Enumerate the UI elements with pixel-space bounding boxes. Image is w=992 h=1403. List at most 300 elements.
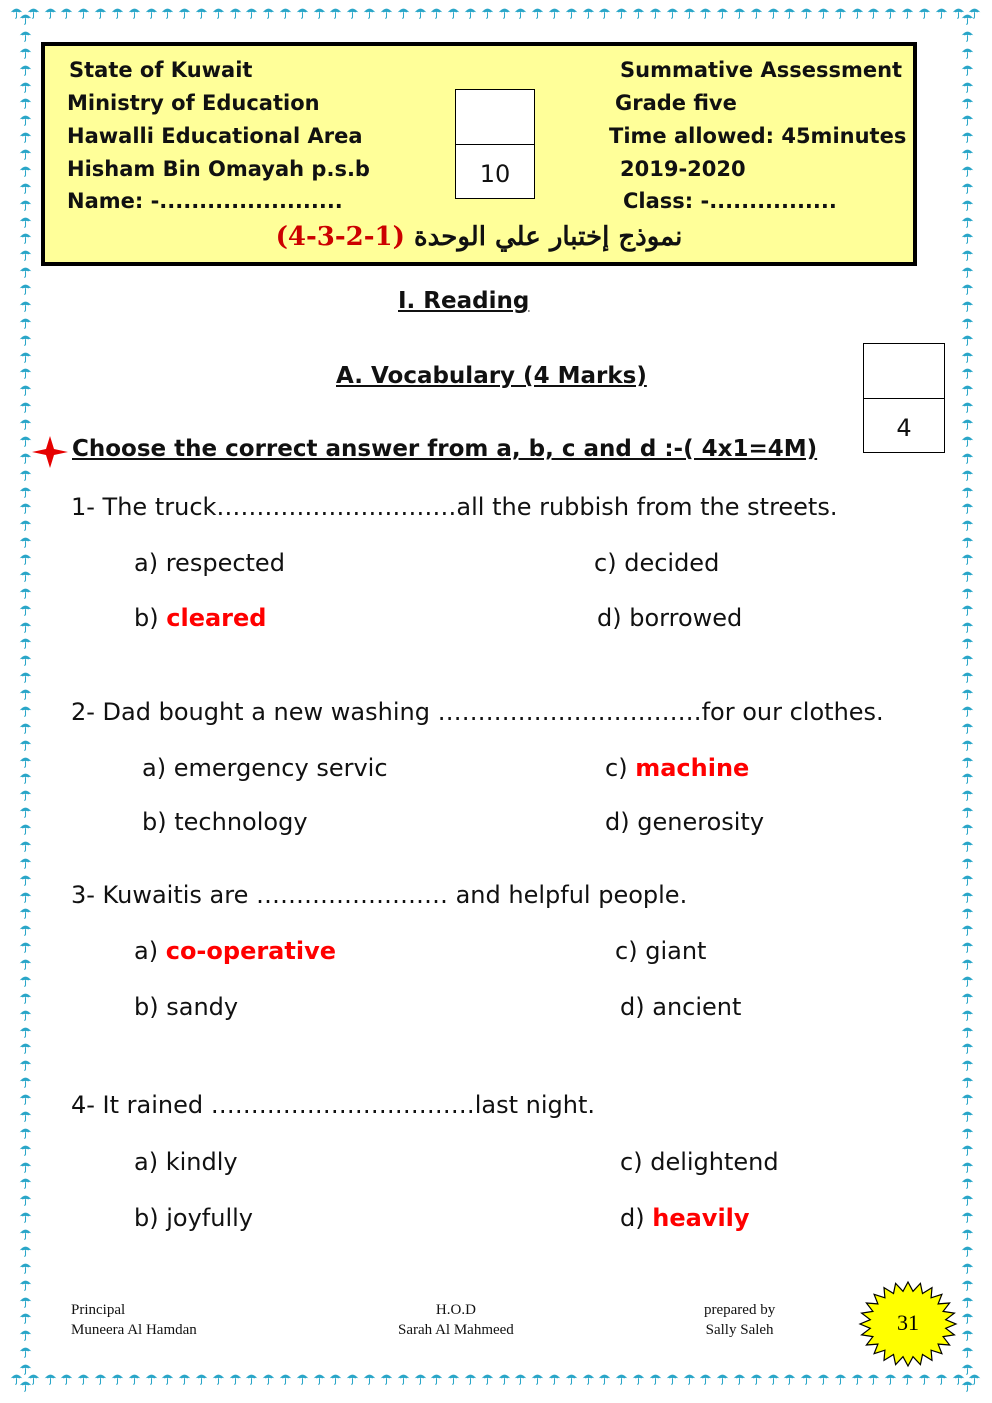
umbrella-icon: [161, 1372, 174, 1385]
exam-header: [41, 42, 917, 266]
umbrella-icon: [961, 1041, 974, 1054]
umbrella-icon: [961, 366, 974, 379]
umbrella-icon: [229, 6, 242, 19]
q2-option-b[interactable]: b) technology: [142, 808, 308, 836]
umbrella-icon: [19, 1109, 32, 1122]
umbrella-icon: [683, 6, 696, 19]
section-marks-box: [863, 343, 945, 453]
umbrella-icon: [19, 586, 32, 599]
umbrella-icon: [19, 1193, 32, 1206]
area-label: Hawalli Educational Area: [67, 124, 363, 148]
decorative-border-bottom: [10, 1372, 982, 1398]
umbrella-icon: [961, 316, 974, 329]
umbrella-icon: [94, 1372, 107, 1385]
umbrella-icon: [531, 6, 544, 19]
umbrella-icon: [464, 1372, 477, 1385]
umbrella-icon: [961, 957, 974, 970]
umbrella-icon: [19, 755, 32, 768]
umbrella-icon: [961, 805, 974, 818]
umbrella-icon: [19, 316, 32, 329]
umbrella-icon: [961, 113, 974, 126]
umbrella-icon: [699, 1372, 712, 1385]
umbrella-icon: [19, 636, 32, 649]
q3-option-c[interactable]: c) giant: [615, 937, 707, 965]
umbrella-icon: [961, 164, 974, 177]
umbrella-icon: [313, 1372, 326, 1385]
umbrella-icon: [19, 1160, 32, 1173]
umbrella-icon: [961, 1345, 974, 1358]
umbrella-icon: [19, 1261, 32, 1274]
umbrella-icon: [961, 518, 974, 531]
umbrella-icon: [296, 1372, 309, 1385]
umbrella-icon: [884, 1372, 897, 1385]
umbrella-icon: [19, 788, 32, 801]
umbrella-icon: [961, 822, 974, 835]
umbrella-icon: [19, 535, 32, 548]
umbrella-icon: [19, 940, 32, 953]
umbrella-icon: [245, 6, 258, 19]
umbrella-icon: [195, 1372, 208, 1385]
umbrella-icon: [19, 501, 32, 514]
umbrella-icon: [961, 333, 974, 346]
hod-label: H.O.D: [435, 1302, 476, 1318]
q3-option-d[interactable]: d) ancient: [620, 993, 742, 1021]
umbrella-icon: [19, 400, 32, 413]
umbrella-icon: [961, 1176, 974, 1189]
question-1-text: 1- The truck…………………………all the rubbish from the streets.: [71, 493, 838, 521]
umbrella-icon: [548, 6, 561, 19]
ministry-label: Ministry of Education: [67, 91, 320, 115]
umbrella-icon: [19, 1126, 32, 1139]
umbrella-icon: [632, 6, 645, 19]
umbrella-icon: [498, 6, 511, 19]
umbrella-icon: [918, 6, 931, 19]
umbrella-icon: [961, 350, 974, 363]
umbrella-icon: [961, 231, 974, 244]
umbrella-icon: [961, 991, 974, 1004]
umbrella-icon: [19, 569, 32, 582]
umbrella-icon: [750, 6, 763, 19]
umbrella-icon: [817, 1372, 830, 1385]
umbrella-icon: [666, 1372, 679, 1385]
umbrella-icon: [961, 46, 974, 59]
umbrella-icon: [961, 400, 974, 413]
umbrella-icon: [19, 991, 32, 1004]
umbrella-icon: [666, 6, 679, 19]
umbrella-icon: [19, 1379, 32, 1392]
umbrella-icon: [128, 1372, 141, 1385]
umbrella-icon: [414, 1372, 427, 1385]
student-name-field: Name: -.......................: [67, 189, 343, 213]
umbrella-icon: [19, 1311, 32, 1324]
umbrella-icon: [19, 721, 32, 734]
umbrella-icon: [716, 1372, 729, 1385]
umbrella-icon: [632, 1372, 645, 1385]
umbrella-icon: [430, 1372, 443, 1385]
umbrella-icon: [19, 231, 32, 244]
reading-section-title: I. Reading: [398, 288, 530, 314]
umbrella-icon: [19, 215, 32, 228]
umbrella-icon: [884, 6, 897, 19]
umbrella-icon: [19, 1075, 32, 1088]
umbrella-icon: [961, 265, 974, 278]
umbrella-icon: [19, 771, 32, 784]
umbrella-icon: [19, 265, 32, 278]
umbrella-icon: [961, 1261, 974, 1274]
umbrella-icon: [767, 6, 780, 19]
umbrella-icon: [598, 1372, 611, 1385]
umbrella-icon: [961, 282, 974, 295]
umbrella-icon: [961, 80, 974, 93]
umbrella-icon: [961, 417, 974, 430]
umbrella-icon: [19, 1176, 32, 1189]
umbrella-icon: [397, 6, 410, 19]
umbrella-icon: [19, 1092, 32, 1105]
umbrella-icon: [961, 1025, 974, 1038]
umbrella-icon: [19, 333, 32, 346]
umbrella-icon: [178, 6, 191, 19]
umbrella-icon: [961, 552, 974, 565]
total-score-value: 10: [479, 160, 511, 188]
umbrella-icon: [447, 1372, 460, 1385]
question-2-text: 2- Dad bought a new washing ……………………………for our clothes.: [71, 698, 884, 726]
umbrella-icon: [961, 586, 974, 599]
umbrella-icon: [262, 6, 275, 19]
umbrella-icon: [19, 873, 32, 886]
q1-option-c[interactable]: c) decided: [594, 549, 720, 577]
umbrella-icon: [961, 1143, 974, 1156]
umbrella-icon: [145, 1372, 158, 1385]
umbrella-icon: [548, 1372, 561, 1385]
decorative-border-left: [12, 12, 38, 1392]
umbrella-icon: [834, 1372, 847, 1385]
section-marks-value: 4: [896, 414, 912, 442]
prepared-name: Sally Saleh: [705, 1322, 774, 1338]
umbrella-icon: [961, 130, 974, 143]
page-number-badge: [858, 1280, 958, 1368]
umbrella-icon: [19, 130, 32, 143]
umbrella-icon: [615, 1372, 628, 1385]
class-field: Class: -................: [623, 189, 837, 213]
umbrella-icon: [19, 805, 32, 818]
umbrella-icon: [961, 1227, 974, 1240]
umbrella-icon: [750, 1372, 763, 1385]
umbrella-icon: [961, 1126, 974, 1139]
umbrella-icon: [19, 518, 32, 531]
umbrella-icon: [414, 6, 427, 19]
umbrella-icon: [961, 451, 974, 464]
q1-option-d[interactable]: d) borrowed: [597, 604, 743, 632]
arabic-title-units: (1-2-3-4): [275, 222, 405, 252]
umbrella-icon: [961, 1278, 974, 1291]
umbrella-icon: [961, 383, 974, 396]
umbrella-icon: [19, 164, 32, 177]
umbrella-icon: [699, 6, 712, 19]
umbrella-icon: [961, 1058, 974, 1071]
umbrella-icon: [598, 6, 611, 19]
umbrella-icon: [783, 6, 796, 19]
umbrella-icon: [961, 1210, 974, 1223]
umbrella-icon: [481, 1372, 494, 1385]
umbrella-icon: [19, 957, 32, 970]
assessment-label: Summative Assessment: [620, 58, 903, 82]
umbrella-icon: [961, 1109, 974, 1122]
umbrella-icon: [279, 6, 292, 19]
umbrella-icon: [111, 6, 124, 19]
country-label: State of Kuwait: [69, 58, 253, 82]
q3-option-b[interactable]: b) sandy: [134, 993, 239, 1021]
umbrella-icon: [961, 873, 974, 886]
umbrella-icon: [313, 6, 326, 19]
umbrella-icon: [19, 282, 32, 295]
umbrella-icon: [19, 63, 32, 76]
umbrella-icon: [19, 1041, 32, 1054]
umbrella-icon: [918, 1372, 931, 1385]
umbrella-icon: [961, 485, 974, 498]
umbrella-icon: [514, 1372, 527, 1385]
umbrella-icon: [245, 1372, 258, 1385]
umbrella-icon: [961, 839, 974, 852]
total-score-box: [455, 89, 535, 199]
umbrella-icon: [961, 890, 974, 903]
umbrella-icon: [279, 1372, 292, 1385]
umbrella-icon: [683, 1372, 696, 1385]
umbrella-icon: [19, 839, 32, 852]
q4-option-a[interactable]: a) kindly: [134, 1148, 238, 1176]
decorative-border-top: [10, 6, 982, 32]
umbrella-icon: [77, 1372, 90, 1385]
umbrella-icon: [19, 350, 32, 363]
umbrella-icon: [19, 1025, 32, 1038]
umbrella-icon: [19, 974, 32, 987]
q4-option-d[interactable]: d) heavily: [620, 1204, 750, 1232]
umbrella-icon: [19, 552, 32, 565]
umbrella-icon: [346, 6, 359, 19]
umbrella-icon: [329, 6, 342, 19]
umbrella-icon: [19, 923, 32, 936]
umbrella-icon: [262, 1372, 275, 1385]
umbrella-icon: [961, 603, 974, 616]
umbrella-icon: [19, 96, 32, 109]
principal-label: Principal: [71, 1302, 126, 1318]
umbrella-icon: [961, 620, 974, 633]
umbrella-icon: [19, 704, 32, 717]
umbrella-icon: [380, 1372, 393, 1385]
question-3-text: 3- Kuwaitis are …………………… and helpful people.: [71, 881, 688, 909]
umbrella-icon: [961, 1379, 974, 1392]
umbrella-icon: [19, 1143, 32, 1156]
umbrella-icon: [867, 1372, 880, 1385]
umbrella-icon: [19, 417, 32, 430]
umbrella-icon: [19, 856, 32, 869]
umbrella-icon: [19, 1362, 32, 1375]
umbrella-icon: [961, 535, 974, 548]
umbrella-icon: [178, 1372, 191, 1385]
umbrella-icon: [329, 1372, 342, 1385]
umbrella-icon: [19, 248, 32, 261]
star-bullet-icon: [30, 434, 70, 470]
umbrella-icon: [961, 636, 974, 649]
umbrella-icon: [961, 653, 974, 666]
umbrella-icon: [901, 6, 914, 19]
umbrella-icon: [851, 6, 864, 19]
umbrella-icon: [212, 1372, 225, 1385]
umbrella-icon: [961, 923, 974, 936]
umbrella-icon: [733, 1372, 746, 1385]
umbrella-icon: [19, 1244, 32, 1257]
decorative-border-right: [954, 12, 980, 1392]
umbrella-icon: [961, 704, 974, 717]
umbrella-icon: [19, 181, 32, 194]
footer-prepared-by: [704, 1300, 775, 1340]
school-year-label: 2019-2020: [620, 157, 746, 181]
umbrella-icon: [961, 906, 974, 919]
hod-name: Sarah Al Mahmeed: [398, 1322, 514, 1338]
umbrella-icon: [380, 6, 393, 19]
vocabulary-section-title: A. Vocabulary (4 Marks): [336, 363, 647, 389]
umbrella-icon: [19, 46, 32, 59]
umbrella-icon: [19, 1008, 32, 1021]
umbrella-icon: [19, 1345, 32, 1358]
q1-option-a[interactable]: a) respected: [134, 549, 285, 577]
umbrella-icon: [128, 6, 141, 19]
umbrella-icon: [961, 181, 974, 194]
school-label: Hisham Bin Omayah p.s.b: [67, 157, 370, 181]
umbrella-icon: [19, 147, 32, 160]
page-number: 31: [897, 1310, 919, 1335]
umbrella-icon: [464, 6, 477, 19]
umbrella-icon: [834, 6, 847, 19]
q2-option-d[interactable]: d) generosity: [605, 808, 765, 836]
umbrella-icon: [44, 6, 57, 19]
umbrella-icon: [961, 1092, 974, 1105]
umbrella-icon: [19, 890, 32, 903]
umbrella-icon: [19, 603, 32, 616]
umbrella-icon: [44, 1372, 57, 1385]
umbrella-icon: [851, 1372, 864, 1385]
q1-option-b[interactable]: b) cleared: [134, 604, 267, 632]
umbrella-icon: [961, 147, 974, 160]
umbrella-icon: [961, 63, 974, 76]
umbrella-icon: [716, 6, 729, 19]
umbrella-icon: [19, 1058, 32, 1071]
umbrella-icon: [733, 6, 746, 19]
umbrella-icon: [961, 788, 974, 801]
umbrella-icon: [961, 1362, 974, 1375]
umbrella-icon: [111, 1372, 124, 1385]
footer-principal: [71, 1300, 197, 1340]
umbrella-icon: [77, 6, 90, 19]
umbrella-icon: [961, 670, 974, 683]
principal-name: Muneera Al Hamdan: [71, 1322, 197, 1338]
umbrella-icon: [817, 6, 830, 19]
umbrella-icon: [961, 96, 974, 109]
umbrella-icon: [19, 383, 32, 396]
umbrella-icon: [481, 6, 494, 19]
umbrella-icon: [145, 6, 158, 19]
umbrella-icon: [498, 1372, 511, 1385]
umbrella-icon: [615, 6, 628, 19]
umbrella-icon: [19, 653, 32, 666]
arabic-exam-title: [45, 222, 913, 252]
grade-label: Grade five: [615, 91, 737, 115]
umbrella-icon: [447, 6, 460, 19]
q4-option-b[interactable]: b) joyfully: [134, 1204, 254, 1232]
umbrella-icon: [19, 822, 32, 835]
umbrella-icon: [19, 299, 32, 312]
umbrella-icon: [19, 1227, 32, 1240]
umbrella-icon: [961, 501, 974, 514]
q3-option-a[interactable]: a) co-operative: [134, 937, 336, 965]
time-allowed-label: Time allowed: 45minutes: [609, 124, 907, 148]
umbrella-icon: [935, 6, 948, 19]
umbrella-icon: [961, 738, 974, 751]
umbrella-icon: [961, 1328, 974, 1341]
umbrella-icon: [961, 1075, 974, 1088]
umbrella-icon: [19, 1295, 32, 1308]
umbrella-icon: [582, 6, 595, 19]
arabic-title-text: نموذج إختبار علي الوحدة: [414, 222, 683, 252]
umbrella-icon: [19, 29, 32, 42]
umbrella-icon: [961, 755, 974, 768]
umbrella-icon: [212, 6, 225, 19]
umbrella-icon: [961, 974, 974, 987]
umbrella-icon: [961, 29, 974, 42]
umbrella-icon: [961, 569, 974, 582]
umbrella-icon: [961, 215, 974, 228]
umbrella-icon: [19, 198, 32, 211]
umbrella-icon: [19, 906, 32, 919]
umbrella-icon: [961, 434, 974, 447]
umbrella-icon: [961, 687, 974, 700]
umbrella-icon: [346, 1372, 359, 1385]
umbrella-icon: [514, 6, 527, 19]
umbrella-icon: [195, 6, 208, 19]
umbrella-icon: [19, 738, 32, 751]
umbrella-icon: [19, 1328, 32, 1341]
umbrella-icon: [19, 80, 32, 93]
umbrella-icon: [19, 12, 32, 25]
umbrella-icon: [161, 6, 174, 19]
umbrella-icon: [565, 1372, 578, 1385]
umbrella-icon: [961, 1160, 974, 1173]
umbrella-icon: [767, 1372, 780, 1385]
umbrella-icon: [363, 1372, 376, 1385]
instruction-text: Choose the correct answer from a, b, c and d :-( 4x1=4M): [72, 436, 818, 462]
question-4-text: 4- It rained ……………………………last night.: [71, 1091, 596, 1119]
q2-option-a[interactable]: a) emergency servic: [142, 754, 388, 782]
umbrella-icon: [19, 1210, 32, 1223]
umbrella-icon: [961, 856, 974, 869]
umbrella-icon: [582, 1372, 595, 1385]
umbrella-icon: [60, 6, 73, 19]
umbrella-icon: [961, 1295, 974, 1308]
umbrella-icon: [800, 6, 813, 19]
prepared-label: prepared by: [704, 1302, 776, 1318]
umbrella-icon: [296, 6, 309, 19]
umbrella-icon: [363, 6, 376, 19]
umbrella-icon: [961, 1008, 974, 1021]
q2-option-c[interactable]: c) machine: [605, 754, 750, 782]
umbrella-icon: [961, 771, 974, 784]
umbrella-icon: [19, 620, 32, 633]
umbrella-icon: [19, 366, 32, 379]
umbrella-icon: [397, 1372, 410, 1385]
umbrella-icon: [901, 1372, 914, 1385]
umbrella-icon: [19, 113, 32, 126]
umbrella-icon: [783, 1372, 796, 1385]
q4-option-c[interactable]: c) delightend: [620, 1148, 779, 1176]
